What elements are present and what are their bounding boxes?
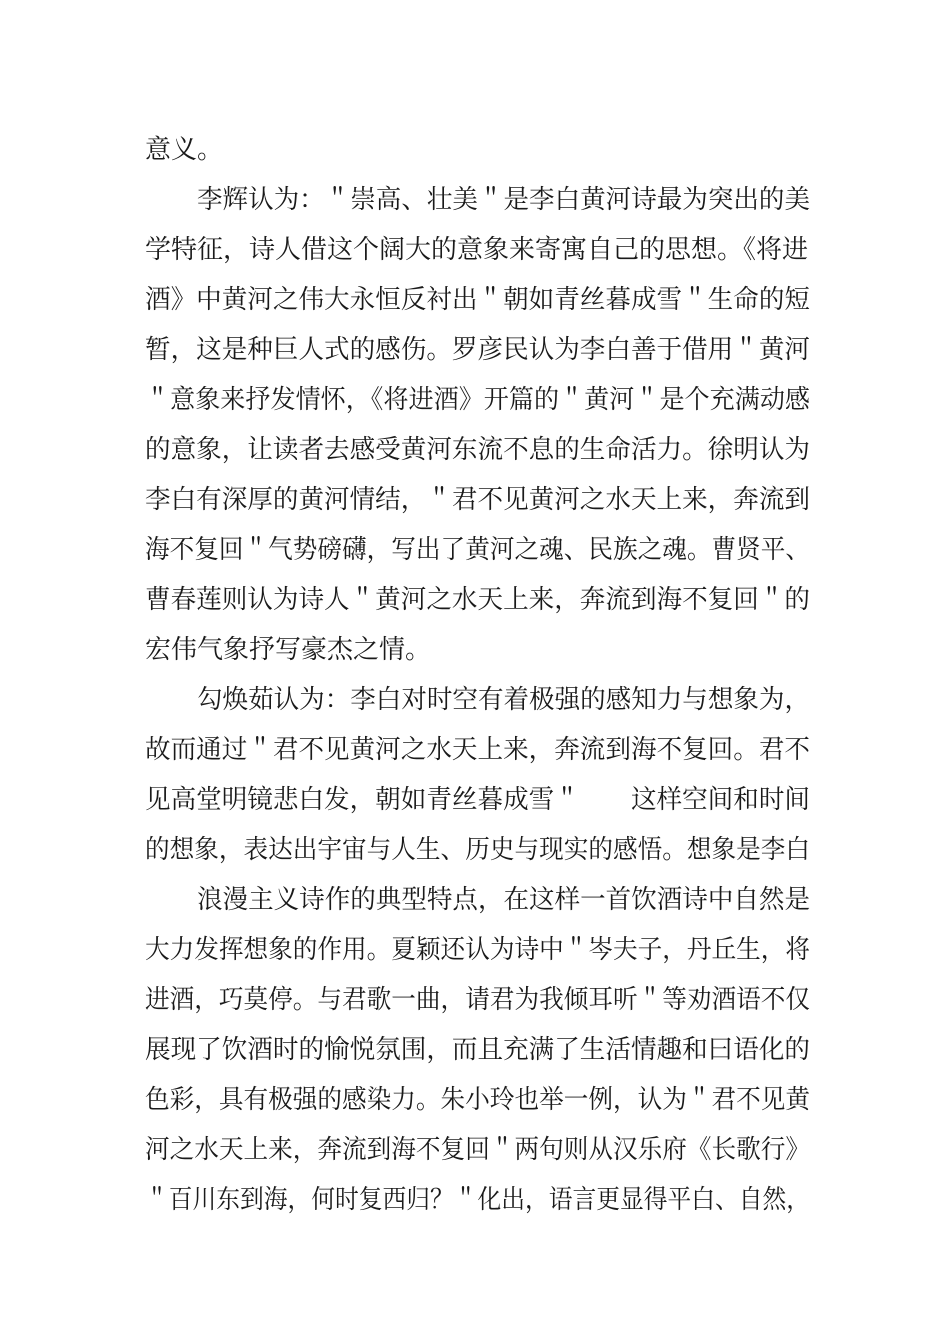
- text-line-22: ＂百川东到海，何时复西归？＂化出，语言更显得平白、自然，: [145, 1185, 811, 1215]
- text-line-17: 大力发挥想象的作用。夏颖还认为诗中＂岑夫子，丹丘生，将: [145, 935, 811, 965]
- text-line-2: 李辉认为：＂崇高、壮美＂是李白黄河诗最为突出的美: [197, 185, 811, 215]
- text-line-18: 进酒，巧莫停。与君歌一曲，请君为我倾耳听＂等劝酒语不仅: [145, 985, 811, 1015]
- text-line-13: 故而通过＂君不见黄河之水天上来，奔流到海不复回。君不: [145, 735, 810, 765]
- text-line-15: 的想象，表达出宇宙与人生、历史与现实的感悟。想象是李白: [145, 835, 811, 865]
- text-line-12: 勾焕茹认为：李白对时空有着极强的感知力与想象为，: [197, 685, 811, 715]
- text-line-9: 海不复回＂气势磅礴，写出了黄河之魂、民族之魂。曹贤平、: [145, 535, 811, 565]
- text-line-11: 宏伟气象抒写豪杰之情。: [145, 635, 432, 665]
- text-line-1: 意义。: [145, 135, 224, 165]
- text-line-21: 河之水天上来，奔流到海不复回＂两句则从汉乐府《长歌行》: [145, 1135, 811, 1165]
- text-line-6: ＂意象来抒发情怀，《将进酒》开篇的＂黄河＂是个充满动感: [145, 385, 811, 415]
- text-line-20: 色彩，具有极强的感染力。朱小玲也举一例，认为＂君不见黄: [145, 1085, 811, 1115]
- text-line-14: 见高堂明镜悲白发，朝如青丝暮成雪＂ 这样空间和时间: [145, 785, 810, 815]
- text-line-3: 学特征，诗人借这个阔大的意象来寄寓自己的思想。《将进: [145, 235, 809, 265]
- text-line-7: 的意象，让读者去感受黄河东流不息的生命活力。徐明认为: [145, 435, 810, 465]
- text-line-5: 暂，这是种巨人式的感伤。罗彦民认为李白善于借用＂黄河: [145, 335, 810, 365]
- text-line-4: 酒》中黄河之伟大永恒反衬出＂朝如青丝暮成雪＂生命的短: [145, 285, 810, 315]
- text-line-19: 展现了饮酒时的愉悦氛围，而且充满了生活情趣和曰语化的: [145, 1035, 810, 1065]
- text-line-16: 浪漫主义诗作的典型特点，在这样一首饮酒诗中自然是: [197, 885, 811, 915]
- text-line-10: 曹春莲则认为诗人＂黄河之水天上来，奔流到海不复回＂的: [145, 585, 810, 615]
- text-line-8: 李白有深厚的黄河情结，＂君不见黄河之水天上来，奔流到: [145, 485, 810, 515]
